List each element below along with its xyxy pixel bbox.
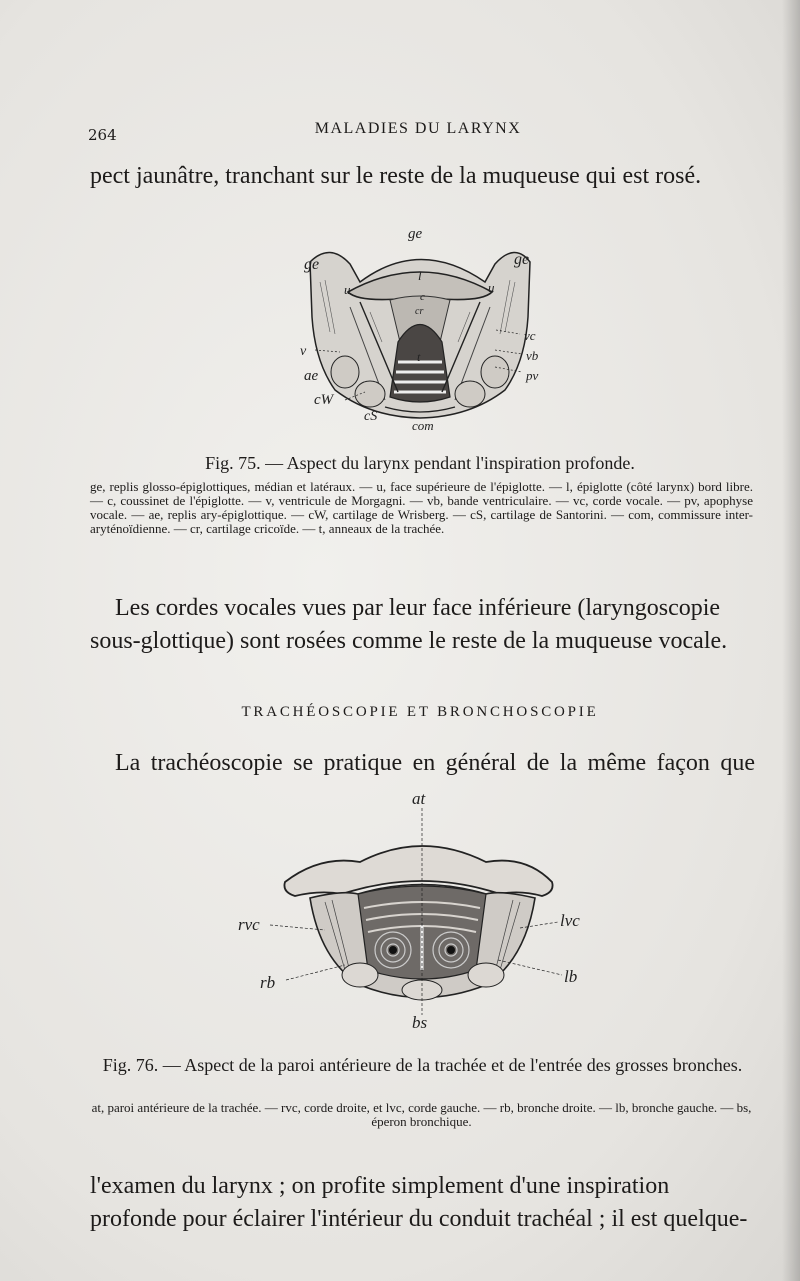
label-rvc: rvc xyxy=(238,915,260,934)
running-title: MALADIES DU LARYNX xyxy=(314,120,522,137)
label-bs: bs xyxy=(412,1013,428,1032)
label-rb: rb xyxy=(260,973,276,992)
label-v: v xyxy=(300,344,307,359)
paragraph-2: Les cordes vocales vues par leur face inférieure (laryngoscopie sous-glottique) sont rosées comme le reste de la muqueuse vocale. xyxy=(90,595,728,654)
figure-75-caption: Fig. 75. — Aspect du larynx pendant l'inspiration profonde. xyxy=(205,453,635,473)
label-ge-top: ge xyxy=(408,226,423,242)
label-c: c xyxy=(420,291,425,303)
label-t: t xyxy=(417,350,421,364)
label-com: com xyxy=(412,418,434,433)
label-pv: pv xyxy=(526,368,539,383)
label-vc: vc xyxy=(524,328,536,343)
label-u-right: u xyxy=(488,280,495,295)
label-lb: lb xyxy=(564,967,578,986)
label-vb: vb xyxy=(526,348,539,363)
section-heading: TRACHÉOSCOPIE ET BRONCHOSCOPIE xyxy=(241,704,599,720)
label-l: l xyxy=(418,268,422,283)
paragraph-4: l'examen du larynx ; on profite simplement d'une inspiration profonde pour éclairer l'intérieur du conduit trachéal ; il est quelque- xyxy=(90,1173,748,1232)
paragraph-3: La trachéoscopie se pratique en général de la même façon que xyxy=(115,750,755,776)
figure-76-trachea-illustration xyxy=(238,789,595,1032)
figure-75-larynx-illustration xyxy=(290,222,550,438)
figure-75-legend: ge, replis glosso-épiglottiques, médian et latéraux. — u, face supérieure de l'épiglotte. — l, épiglotte (côté larynx) bord libre. — c, coussinet de l'épiglotte. — v, ventricule de Morgagni. — vb, bande ventriculaire. — vc, corde vocale. — pv, apophyse vocale. — ae, replis ary-épiglottique. — cW, cartilage de Wrisberg. — cS, cartilage de Santorini. — com, commissure inter-aryténoïdienne. — cr, cartilage cricoïde. — t, anneaux de la trachée. xyxy=(90,479,753,536)
label-ge-right: ge xyxy=(514,251,530,268)
label-ge-left: ge xyxy=(304,256,320,273)
paragraph-1: pect jaunâtre, tranchant sur le reste de la muqueuse qui est rosé. xyxy=(90,163,702,189)
label-cS: cS xyxy=(364,409,378,424)
label-cW: cW xyxy=(314,392,334,408)
page-number: 264 xyxy=(88,126,117,144)
page-edge-shadow xyxy=(782,0,800,1281)
figure-76-caption: Fig. 76. — Aspect de la paroi antérieure de la trachée et de l'entrée des grosses bronches. xyxy=(102,1055,743,1075)
label-ae: ae xyxy=(304,368,319,384)
label-at: at xyxy=(412,789,426,808)
label-cr: cr xyxy=(415,306,424,317)
label-lvc: lvc xyxy=(560,911,580,930)
label-u-left: u xyxy=(344,282,351,297)
figure-76-legend: at, paroi antérieure de la trachée. — rvc, corde droite, et lvc, corde gauche. — rb, bronche droite. — lb, bronche gauche. — bs, éperon bronchique. xyxy=(91,1100,752,1129)
running-head xyxy=(88,120,748,144)
